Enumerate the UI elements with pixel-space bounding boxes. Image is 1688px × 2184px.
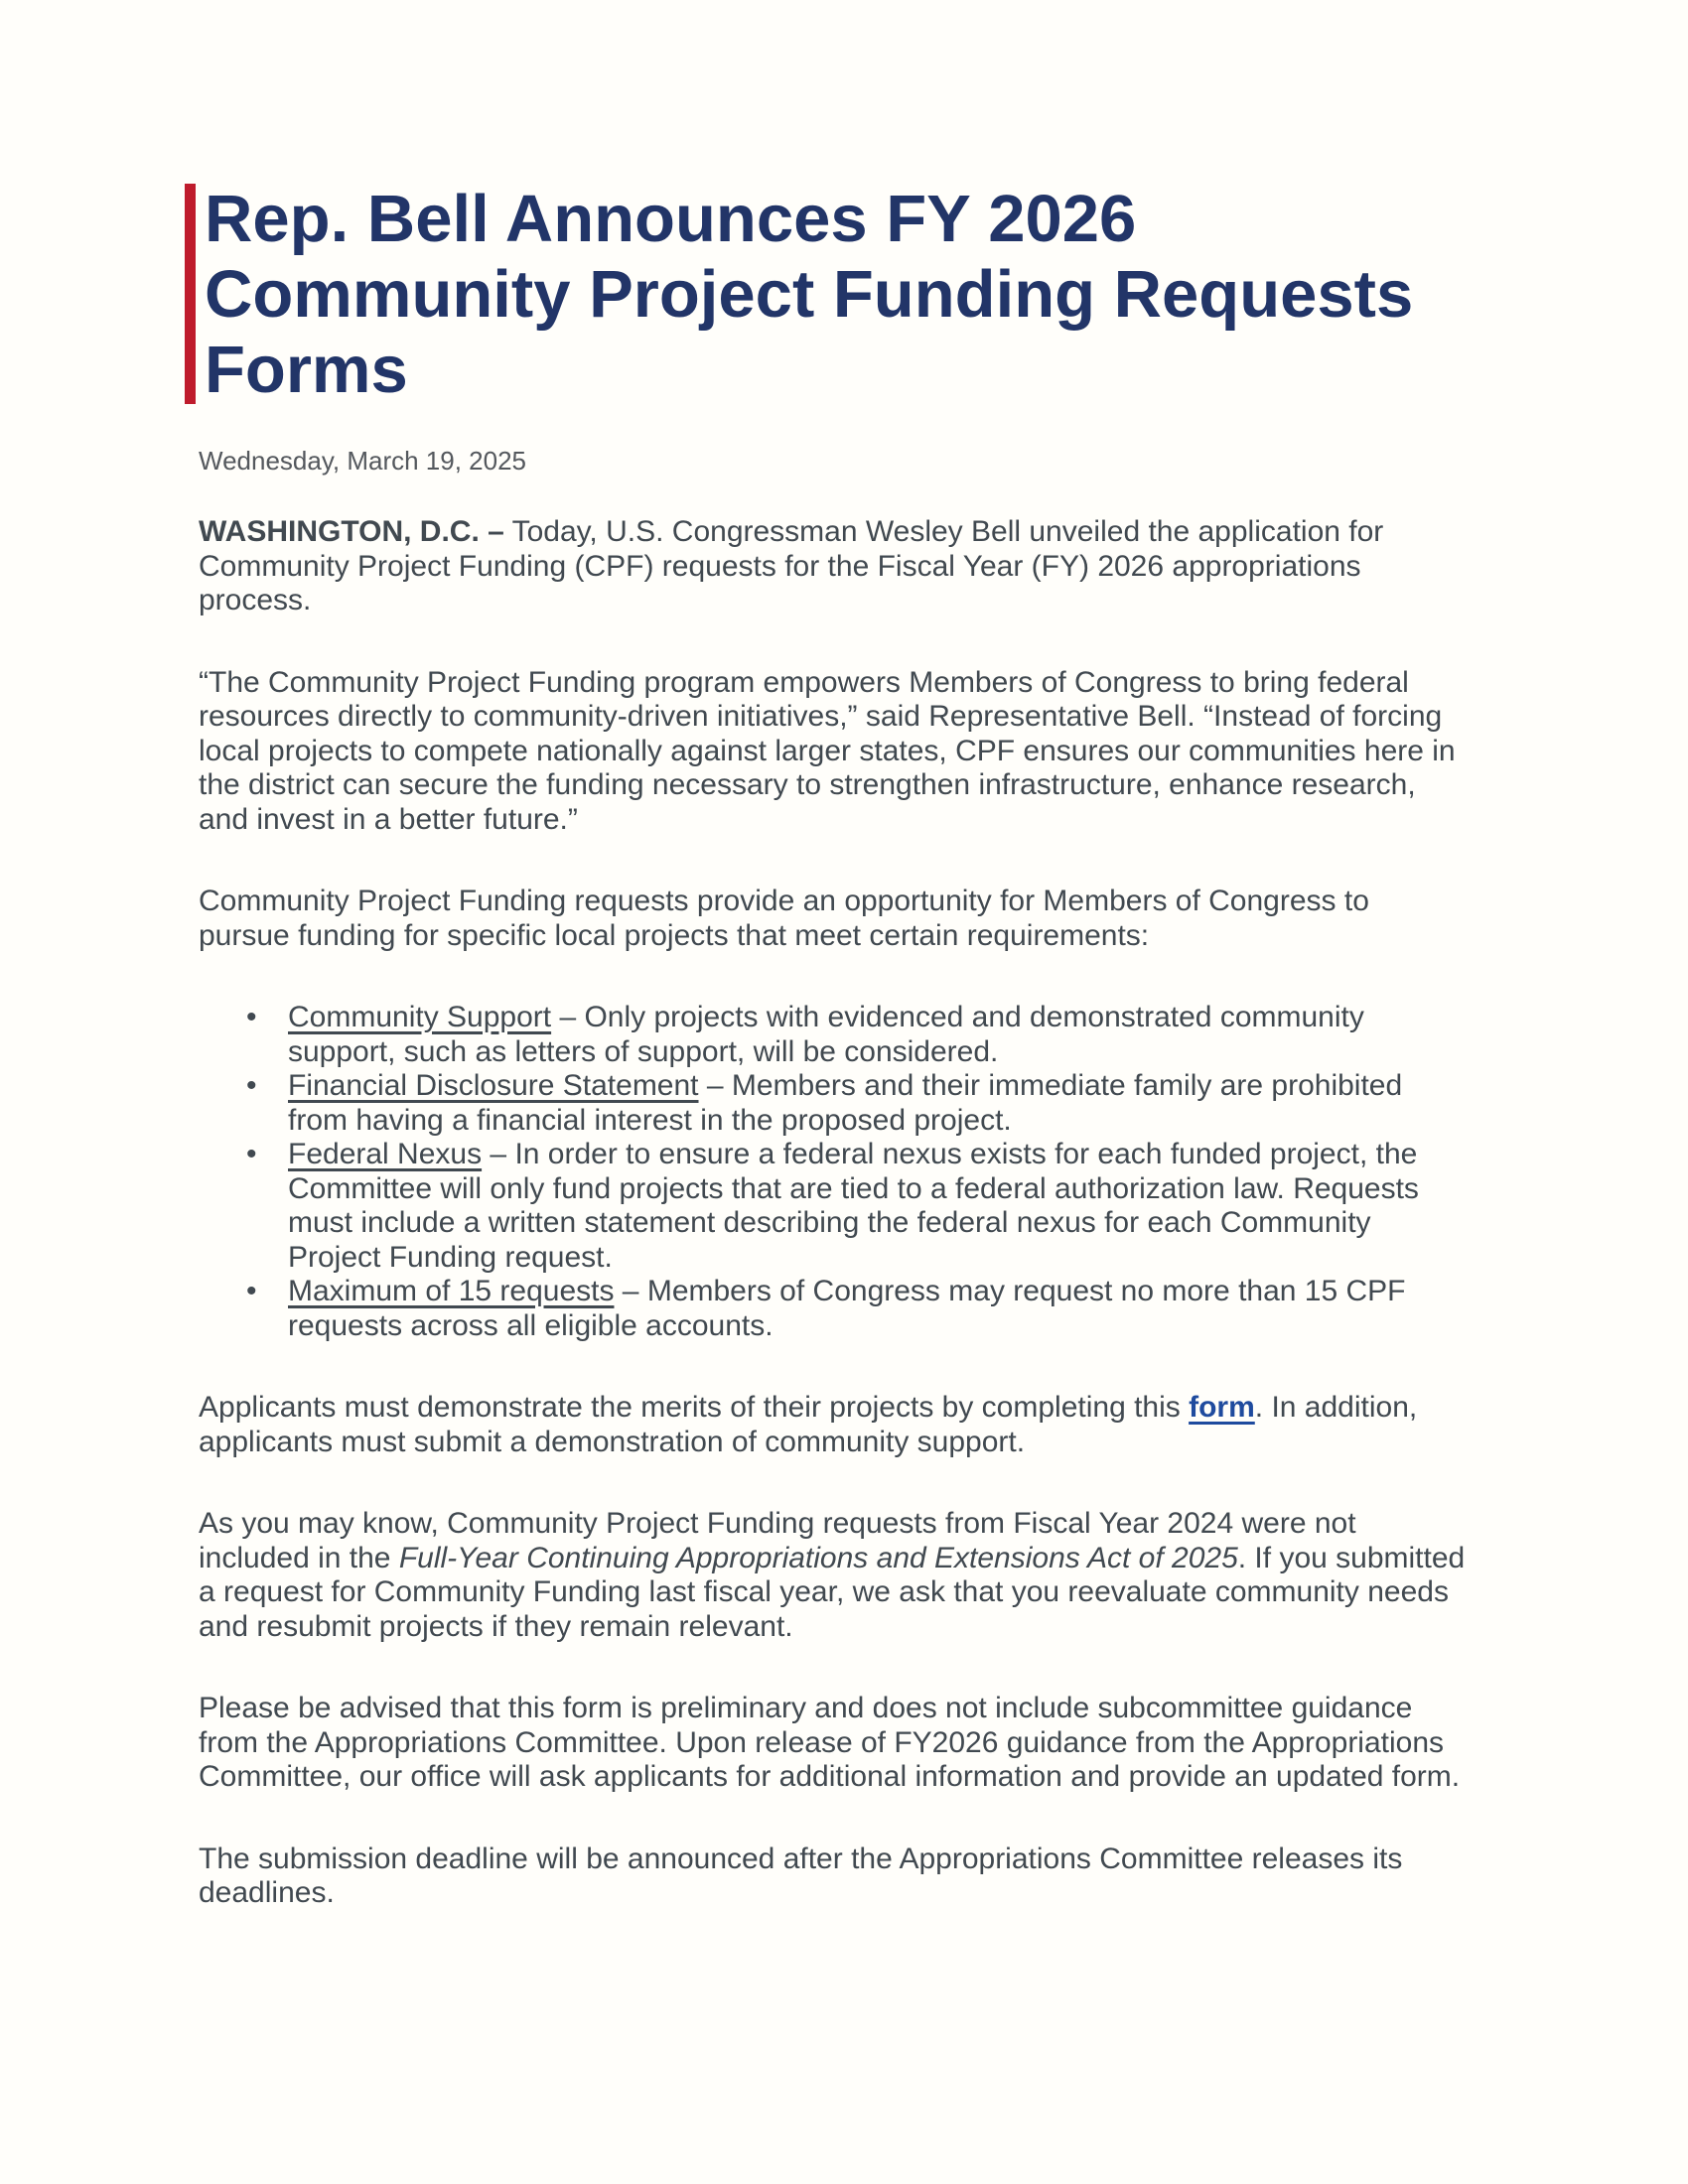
paragraph-application-text-after: . In addition, applicants must submit a demonstration of community support.	[199, 1391, 1418, 1458]
page-title-block	[199, 182, 1468, 408]
bullet-text: – Members of Congress may request no more than 15 CPF requests across all eligible accounts.	[288, 1275, 1406, 1342]
paragraph-fy2024-text-after: . If you submitted a request for Community Funding last fiscal year, we ask that you reevaluate community needs and resubmit projects if they remain relevant.	[199, 1541, 1466, 1643]
paragraph-application-text-before: Applicants must demonstrate the merits of their projects by completing this	[199, 1391, 1190, 1424]
form-link[interactable]: form	[1189, 1391, 1255, 1424]
paragraph-fy2024-text-before: As you may know, Community Project Funding requests from Fiscal Year 2024 were not included in the	[199, 1507, 1356, 1574]
list-item	[199, 1275, 1468, 1343]
document-content	[199, 182, 1468, 1959]
list-item	[199, 1069, 1468, 1138]
page-title: Rep. Bell Announces FY 2026 Community Project Funding Requests Forms	[205, 182, 1414, 407]
bullet-lead-underlined: Federal Nexus	[288, 1138, 483, 1170]
paragraph-intro	[199, 515, 1468, 618]
paragraph-preliminary-notice: Please be advised that this form is preliminary and does not include subcommittee guidance from the Appropriations Committee. Upon release of FY2026 guidance from the Appropriations Committee, our office will ask applicants for additional information and provide an updated form.	[199, 1692, 1461, 1793]
title-accent-bar	[185, 184, 196, 404]
bullet-lead-underlined: Maximum of 15 requests	[288, 1275, 615, 1307]
requirements-list	[199, 1001, 1468, 1343]
paragraph-intro-text: Today, U.S. Congressman Wesley Bell unveiled the application for Community Project Funding (CPF) requests for the Fiscal Year (FY) 2026 appropriations process.	[199, 515, 1384, 616]
bullet-lead-underlined: Financial Disclosure Statement	[288, 1069, 699, 1102]
bullet-text: – In order to ensure a federal nexus exists for each funded project, the Committee will only fund projects that are tied to a federal authorization law. Requests must include a written statement describing the federal nexus for each Community Project Funding request.	[288, 1138, 1419, 1274]
dateline-location-bold: WASHINGTON, D.C. –	[199, 515, 504, 548]
paragraph-requirements-intro: Community Project Funding requests provide an opportunity for Members of Congress to pursue funding for specific local projects that meet certain requirements:	[199, 885, 1369, 952]
paragraph-quote: “The Community Project Funding program empowers Members of Congress to bring federal resources directly to community-driven initiatives,” said Representative Bell. “Instead of forcing local projects to compete nationally against larger states, CPF ensures our communities here in the district can secure the funding necessary to strengthen infrastructure, enhance research, and invest in a better future.”	[199, 665, 1456, 836]
paragraph-deadline: The submission deadline will be announced after the Appropriations Committee releases its deadlines.	[199, 1842, 1403, 1909]
bullet-lead-underlined: Community Support	[288, 1001, 552, 1033]
bullet-text: – Only projects with evidenced and demonstrated community support, such as letters of support, will be considered.	[288, 1001, 1364, 1068]
paragraph-fy2024	[199, 1507, 1468, 1644]
list-item	[199, 1001, 1468, 1069]
paragraph-application	[199, 1391, 1468, 1459]
dateline: Wednesday, March 19, 2025	[199, 446, 527, 476]
list-item	[199, 1138, 1468, 1275]
bullet-text: – Members and their immediate family are prohibited from having a financial interest in the proposed project.	[288, 1069, 1403, 1137]
act-title-italic: Full-Year Continuing Appropriations and Extensions Act of 2025	[398, 1541, 1238, 1574]
